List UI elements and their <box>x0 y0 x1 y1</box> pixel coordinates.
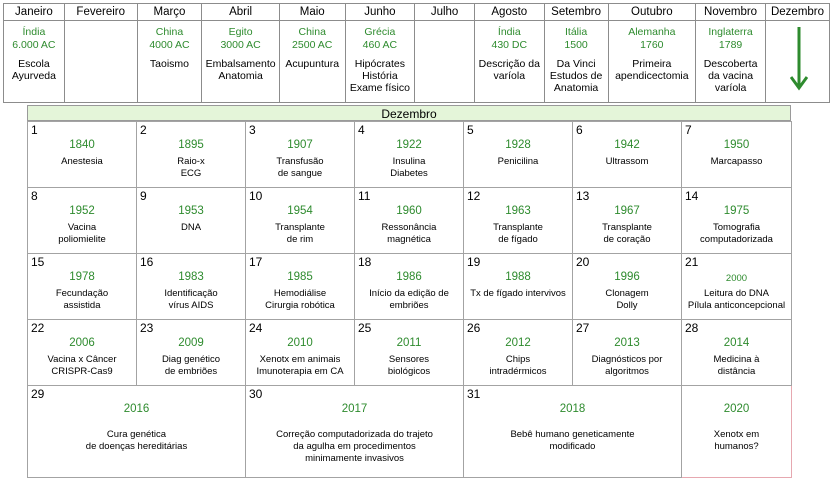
calendar-day <box>28 122 137 188</box>
event-year: 1983 <box>178 271 204 283</box>
description-line: Cura genética <box>106 429 167 440</box>
event-description <box>280 58 345 70</box>
event-description <box>4 58 64 82</box>
description-line: Correção computadorizada do trajeto <box>276 429 433 440</box>
month-cell <box>696 21 766 103</box>
description-line: embriões <box>389 300 429 311</box>
description-line: de sangue <box>277 168 323 179</box>
month-cell <box>474 21 544 103</box>
month-cell-content <box>4 21 64 102</box>
calendar-day <box>464 254 573 320</box>
month-cell <box>279 21 345 103</box>
event-description <box>357 354 461 378</box>
month-cell <box>4 21 65 103</box>
description-line: Chips <box>505 354 531 365</box>
description-line: Transplante <box>493 222 543 233</box>
event-description <box>248 222 352 246</box>
description-line: Taoismo <box>149 58 190 70</box>
event-year: 1975 <box>723 205 750 217</box>
month-cell-content <box>609 21 696 102</box>
description-line: ECG <box>180 168 202 179</box>
event-description <box>248 288 352 312</box>
month-cell-content <box>415 21 474 102</box>
calendar-day <box>137 122 246 188</box>
month-header: Abril <box>202 4 280 21</box>
day-number: 6 <box>576 123 583 137</box>
event-description <box>609 58 696 82</box>
event-description <box>357 156 461 180</box>
description-line: Tx de fígado intervivos <box>470 288 566 299</box>
day-number: 19 <box>467 255 481 269</box>
event-description <box>30 156 134 168</box>
description-line: distância <box>717 366 756 377</box>
location-line: Grécia <box>364 26 396 38</box>
event-description <box>30 222 134 246</box>
month-cell <box>766 21 830 103</box>
calendar-day <box>28 386 246 478</box>
event-year: 2009 <box>178 337 204 349</box>
calendar-day <box>246 254 355 320</box>
description-line: Acupuntura <box>285 58 340 70</box>
calendar-day <box>682 254 792 320</box>
description-line: Transfusão <box>276 156 324 167</box>
month-header: Julho <box>415 4 475 21</box>
description-line: da agulha em procedimentos <box>293 441 416 452</box>
event-year: 1950 <box>723 139 750 151</box>
description-line: Marcapasso <box>710 156 763 167</box>
location-line: 4000 AC <box>149 39 190 51</box>
description-line: da vacina <box>708 70 754 82</box>
event-year: 1967 <box>614 205 640 217</box>
calendar-day <box>246 188 355 254</box>
location-line: China <box>298 26 326 38</box>
month-cell <box>137 21 202 103</box>
event-description <box>575 354 679 378</box>
calendar-day <box>355 320 464 386</box>
day-number: 16 <box>140 255 154 269</box>
event-description <box>466 354 570 378</box>
description-line: Exame físico <box>349 82 410 94</box>
month-timeline <box>3 3 830 103</box>
calendar-day <box>464 122 573 188</box>
day-number: 20 <box>576 255 590 269</box>
day-number: 22 <box>31 321 45 335</box>
description-line: modificado <box>549 441 596 452</box>
day-number: 5 <box>467 123 474 137</box>
location-line: Egito <box>228 26 253 38</box>
month-cell-content <box>346 21 415 102</box>
description-line: de embriões <box>164 366 218 377</box>
event-location <box>545 26 608 52</box>
description-line: de coração <box>603 234 651 245</box>
month-cell <box>345 21 415 103</box>
event-description <box>575 222 679 246</box>
calendar-day <box>573 320 682 386</box>
description-line: varíola <box>493 70 526 82</box>
event-description <box>30 429 243 453</box>
location-line: Alemanha <box>628 26 676 38</box>
description-line: Leitura do DNA <box>704 288 769 299</box>
description-line: poliomielite <box>58 234 106 245</box>
event-description <box>684 288 789 312</box>
event-description <box>684 429 789 453</box>
event-year: 2011 <box>396 337 422 349</box>
event-description <box>248 354 352 378</box>
location-line: Índia <box>22 26 46 38</box>
calendar-title: Dezembro <box>27 105 791 121</box>
description-line: Primeira <box>632 58 672 70</box>
month-header: Novembro <box>696 4 766 21</box>
day-number: 25 <box>358 321 372 335</box>
description-line: Penicilina <box>497 156 539 167</box>
day-number: 11 <box>358 189 371 203</box>
event-location <box>346 26 415 52</box>
event-location <box>475 26 544 52</box>
event-year: 2017 <box>341 403 368 415</box>
month-header: Junho <box>345 4 415 21</box>
description-line: Diagnósticos por <box>591 354 663 365</box>
day-number: 30 <box>249 387 263 401</box>
day-number: 3 <box>249 123 256 137</box>
event-description <box>138 58 202 70</box>
month-cell-content <box>545 21 608 102</box>
day-number: 1 <box>31 123 38 137</box>
event-description <box>575 156 679 168</box>
event-description <box>575 288 679 312</box>
location-line: 1789 <box>718 39 743 51</box>
description-line: DNA <box>180 222 202 233</box>
location-line: 2500 AC <box>292 39 333 51</box>
event-description <box>466 429 679 453</box>
calendar-day <box>355 188 464 254</box>
location-line: 3000 AC <box>220 39 261 51</box>
calendar-day <box>28 254 137 320</box>
description-line: Descoberta <box>703 58 758 70</box>
month-header: Outubro <box>608 4 696 21</box>
description-line: intradérmicos <box>489 366 547 377</box>
day-number: 15 <box>31 255 45 269</box>
calendar-day <box>573 122 682 188</box>
event-description <box>30 288 134 312</box>
description-line: Cirurgia robótica <box>265 300 335 311</box>
description-line: Pílula anticoncepcional <box>687 300 786 311</box>
description-line: Diag genético <box>161 354 221 365</box>
event-year: 2006 <box>69 337 95 349</box>
calendar-day <box>464 188 573 254</box>
description-line: Anestesia <box>61 156 103 167</box>
event-description <box>346 58 415 94</box>
calendar-day <box>28 188 137 254</box>
event-description <box>139 222 243 234</box>
day-number: 10 <box>249 189 263 203</box>
calendar-day <box>28 320 137 386</box>
day-number: 27 <box>576 321 590 335</box>
calendar-day <box>246 386 464 478</box>
month-cell <box>202 21 280 103</box>
event-year: 1895 <box>178 139 204 151</box>
day-number: 13 <box>576 189 590 203</box>
event-year: 1952 <box>69 205 95 217</box>
location-line: 6.000 AC <box>12 39 56 51</box>
event-description <box>248 429 461 465</box>
description-line: Sensores <box>388 354 430 365</box>
description-line: Anatomia <box>218 70 263 82</box>
description-line: Estudos de <box>549 70 603 82</box>
description-line: Medicina à <box>713 354 760 365</box>
event-location <box>696 26 765 52</box>
day-number: 8 <box>31 189 38 203</box>
month-header: Agosto <box>474 4 544 21</box>
event-year: 2012 <box>505 337 531 349</box>
description-line: História <box>362 70 398 82</box>
description-line: de fígado <box>498 234 538 245</box>
event-description <box>684 354 789 378</box>
calendar-day <box>246 320 355 386</box>
calendar-day <box>355 122 464 188</box>
location-line: Inglaterra <box>708 26 753 38</box>
calendar-day <box>573 254 682 320</box>
description-line: Ayurveda <box>11 70 56 82</box>
description-line: Anatomia <box>553 82 599 94</box>
event-year: 1922 <box>396 139 422 151</box>
event-description <box>684 222 789 246</box>
month-cell-content <box>696 21 765 102</box>
event-description <box>139 156 243 180</box>
event-year: 1954 <box>287 205 313 217</box>
description-line: varíola <box>714 82 747 94</box>
description-line: Início da edição de <box>369 288 449 299</box>
month-cell-content <box>65 21 137 102</box>
calendar-day <box>682 188 792 254</box>
description-line: Descrição da <box>478 58 540 70</box>
event-year: 2018 <box>559 403 586 415</box>
event-description <box>139 288 243 312</box>
description-line: Bebê humano geneticamente <box>510 429 635 440</box>
event-year: 1963 <box>505 205 531 217</box>
month-header: Setembro <box>544 4 608 21</box>
event-year: 1907 <box>287 139 313 151</box>
calendar-day <box>137 254 246 320</box>
day-number: 28 <box>685 321 699 335</box>
location-line: Índia <box>497 26 521 38</box>
description-line: Raio-x <box>177 156 205 167</box>
day-number: 14 <box>685 189 699 203</box>
description-line: Xenotx em <box>713 429 760 440</box>
event-description <box>202 58 279 82</box>
event-year: 2000 <box>725 273 748 284</box>
calendar-day <box>246 122 355 188</box>
down-arrow-icon <box>790 27 808 98</box>
event-year: 2010 <box>287 337 313 349</box>
location-line: 1500 <box>564 39 588 51</box>
event-description <box>466 156 570 168</box>
month-cell-content <box>766 21 829 102</box>
description-line: algoritmos <box>605 366 649 377</box>
calendar-day <box>464 320 573 386</box>
day-number: 29 <box>31 387 45 401</box>
description-line: magnética <box>387 234 431 245</box>
calendar-day <box>682 122 792 188</box>
calendar-day <box>682 320 792 386</box>
description-line: biológicos <box>387 366 431 377</box>
event-year: 1928 <box>505 139 531 151</box>
month-cell-content <box>138 21 202 102</box>
month-cell-content <box>202 21 279 102</box>
description-line: Fecundação <box>55 288 109 299</box>
calendar-day <box>573 188 682 254</box>
event-year: 1960 <box>396 205 422 217</box>
day-number: 24 <box>249 321 263 335</box>
month-header: Dezembro <box>766 4 830 21</box>
event-year: 1985 <box>287 271 313 283</box>
month-cell <box>64 21 137 103</box>
event-year: 1840 <box>69 139 95 151</box>
description-line: Identificação <box>164 288 218 299</box>
day-number: 2 <box>140 123 147 137</box>
description-line: Ultrassom <box>605 156 649 167</box>
event-location <box>609 26 696 52</box>
description-line: Diabetes <box>390 168 428 179</box>
description-line: vírus AIDS <box>168 300 214 311</box>
event-year: 1942 <box>614 139 640 151</box>
event-year: 1988 <box>505 271 531 283</box>
description-line: computadorizada <box>700 234 773 245</box>
description-line: Ressonância <box>381 222 437 233</box>
event-description <box>357 288 461 312</box>
event-year: 1986 <box>396 271 422 283</box>
event-year: 2016 <box>123 403 150 415</box>
event-description <box>475 58 544 82</box>
month-header: Fevereiro <box>64 4 137 21</box>
calendar-day <box>464 386 682 478</box>
description-line: humanos? <box>714 441 759 452</box>
day-number: 12 <box>467 189 481 203</box>
day-number: 17 <box>249 255 263 269</box>
month-cell <box>608 21 696 103</box>
description-line: Dolly <box>616 300 638 311</box>
description-line: Embalsamento <box>205 58 276 70</box>
event-description <box>357 222 461 246</box>
month-cell-content <box>280 21 345 102</box>
description-line: de doenças hereditárias <box>85 441 188 452</box>
event-description <box>248 156 352 180</box>
month-header: Maio <box>279 4 345 21</box>
calendar-day <box>137 320 246 386</box>
month-header: Março <box>137 4 202 21</box>
month-cell <box>415 21 475 103</box>
description-line: Insulina <box>392 156 426 167</box>
day-number: 26 <box>467 321 481 335</box>
event-description <box>139 354 243 378</box>
day-number: 21 <box>685 255 699 269</box>
description-line: Imunoterapia em CA <box>256 366 344 377</box>
december-calendar <box>27 105 791 478</box>
description-line: Xenotx em animais <box>259 354 341 365</box>
event-description <box>466 222 570 246</box>
description-line: Vacina <box>67 222 97 233</box>
event-year: 1953 <box>178 205 204 217</box>
description-line: apendicectomia <box>615 70 689 82</box>
location-line: 1760 <box>640 39 664 51</box>
event-description <box>30 354 134 378</box>
event-year: 1996 <box>614 271 640 283</box>
event-description <box>545 58 608 94</box>
day-number: 7 <box>685 123 692 137</box>
description-line: Tomografia <box>713 222 760 233</box>
event-year: 2020 <box>723 403 750 415</box>
description-line: CRISPR-Cas9 <box>51 366 113 377</box>
event-location <box>138 26 202 52</box>
event-description <box>466 288 570 300</box>
calendar-grid <box>27 121 792 478</box>
location-line: China <box>155 26 184 38</box>
day-number: 31 <box>467 387 481 401</box>
description-line: Transplante <box>275 222 325 233</box>
month-cell-content <box>475 21 544 102</box>
event-location <box>280 26 345 52</box>
calendar-day <box>682 386 792 478</box>
location-line: 460 AC <box>362 39 398 51</box>
description-line: Hipócrates <box>354 58 405 70</box>
day-number: 18 <box>358 255 372 269</box>
event-description <box>684 156 789 168</box>
month-cell <box>544 21 608 103</box>
event-year: 2013 <box>614 337 640 349</box>
event-year: 1978 <box>69 271 95 283</box>
calendar-day <box>355 254 464 320</box>
calendar-day <box>137 188 246 254</box>
description-line: Escola <box>18 58 50 70</box>
location-line: 430 DC <box>491 39 528 51</box>
event-year: 2014 <box>723 337 750 349</box>
description-line: Da Vinci <box>556 58 596 70</box>
description-line: minimamente invasivos <box>305 453 404 464</box>
description-line: de rim <box>286 234 314 245</box>
day-number: 4 <box>358 123 365 137</box>
description-line: Vacina x Câncer <box>47 354 117 365</box>
description-line: Transplante <box>602 222 652 233</box>
description-line: Hemodiálise <box>273 288 327 299</box>
month-header: Janeiro <box>4 4 65 21</box>
event-description <box>696 58 765 94</box>
description-line: Clonagem <box>605 288 649 299</box>
day-number: 9 <box>140 189 147 203</box>
day-number: 23 <box>140 321 154 335</box>
description-line: assistida <box>63 300 101 311</box>
event-location <box>202 26 279 52</box>
location-line: Itália <box>565 26 588 38</box>
event-location <box>4 26 64 52</box>
